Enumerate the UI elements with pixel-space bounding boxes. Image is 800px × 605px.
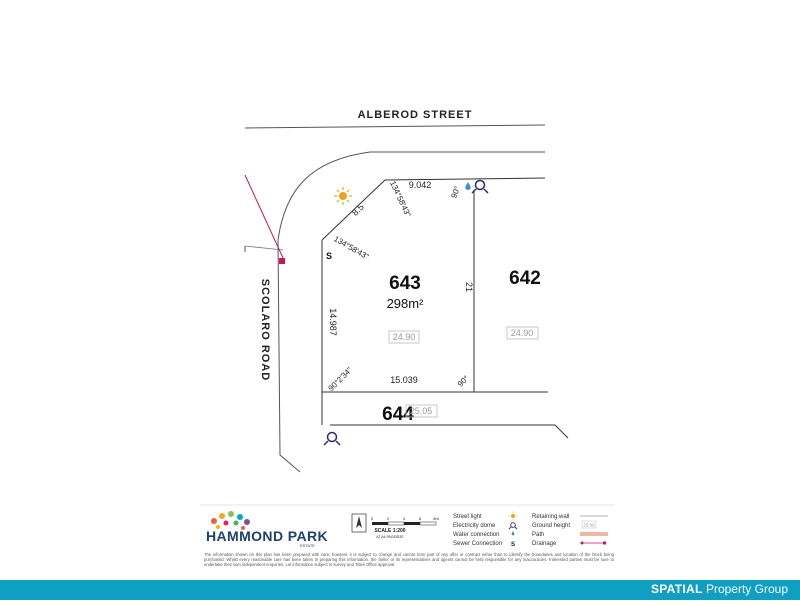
legend-label: Sewer Connection: [453, 541, 503, 547]
angle-top-right: 90°: [449, 184, 462, 200]
scale-label: SCALE 1:200: [374, 528, 406, 534]
dimension-top: 9.042: [408, 180, 432, 190]
disclaimer-text: The information shown on this plan has been prepared with care, however it is subject to change and cannot form part of any offer or contract either than to identify the boundaries and location of the block being purchased. Whilst every reasonable care has been taken in preparing this information, the Seller or its representatives and agents cannot be held responsible for any inaccuracies. Interested parties must be sure to undertake their own independent enquiries. Lot information subject to survey and Titles Office approval.: [204, 552, 614, 567]
scale-sub-label: AT A4 PAGESIZE: [376, 535, 404, 539]
disclaimer-container: [204, 552, 614, 578]
scale-tick: 4: [402, 516, 406, 521]
legend-label: Electricity dome: [453, 523, 496, 529]
north-arrow-icon: [352, 514, 366, 532]
footer-brand: [651, 582, 788, 596]
lot-643-area: 298m²: [386, 296, 424, 311]
dimension-chamfer: 8.5: [349, 201, 366, 218]
scale-bar: [372, 522, 436, 525]
ground-height-sample: 25.09: [583, 522, 595, 528]
sewer-connection-label: S: [325, 251, 333, 261]
sewer-icon: S: [510, 542, 516, 548]
angle-bottom-right: 90°: [455, 373, 471, 389]
legend-label: Water connection: [453, 532, 500, 538]
path-swatch: [580, 532, 608, 536]
dimension-bottom: 15.039: [390, 375, 418, 385]
lot-644-bottom-boundary: [330, 425, 568, 438]
footer-brand-rest: Property Group: [702, 582, 788, 596]
ground-height-642: 24.90: [510, 328, 534, 338]
lot-643-number: 643: [389, 273, 421, 294]
footer-bar: [0, 580, 800, 600]
scale-tick: 6: [418, 516, 422, 521]
drainage-pit: [279, 258, 285, 264]
electricity-dome-icon: [472, 181, 488, 194]
brand-sub: ESTATE: [300, 543, 315, 548]
water-drop-icon: [512, 531, 515, 536]
angle-left-chamfer: 134°58'43": [332, 234, 371, 262]
street-name-scolaro: SCOLARO ROAD: [259, 278, 271, 382]
electricity-dome-icon: [324, 433, 340, 446]
legend-label: Path: [532, 532, 545, 538]
legend-label: Ground height: [532, 523, 571, 529]
dimension-left: 14.987: [328, 308, 338, 336]
ground-height-644: 25.05: [409, 406, 433, 416]
drainage-swatch: [581, 542, 607, 545]
ground-height-643: 24.90: [392, 332, 416, 342]
sun-icon: [509, 512, 518, 521]
drainage-line: [245, 175, 283, 258]
alberod-street-top-boundary: [245, 125, 545, 128]
angle-bottom-left: 90°2'34": [326, 365, 354, 393]
legend-label: Retaining wall: [532, 514, 570, 520]
brand-name: HAMMOND PARK: [206, 528, 328, 544]
footer-brand-bold: SPATIAL: [650, 582, 703, 596]
scale-tick: 0: [370, 516, 374, 521]
lot-642-number: 642: [509, 268, 541, 289]
dome-icon: [509, 523, 517, 529]
scale-tick: 8m: [433, 516, 439, 521]
lot-644-number: 644: [382, 404, 414, 425]
street-light-icon: [334, 187, 352, 205]
angle-top-left-corner: 134°58'43": [388, 179, 413, 219]
dimension-right: 21: [464, 281, 474, 293]
legend-label: Street light: [453, 514, 482, 520]
legend-label: Drainage: [532, 541, 557, 547]
water-drop-icon: [465, 182, 470, 190]
street-name-alberod: ALBEROD STREET: [357, 109, 473, 121]
scale-tick: 2: [386, 516, 390, 521]
